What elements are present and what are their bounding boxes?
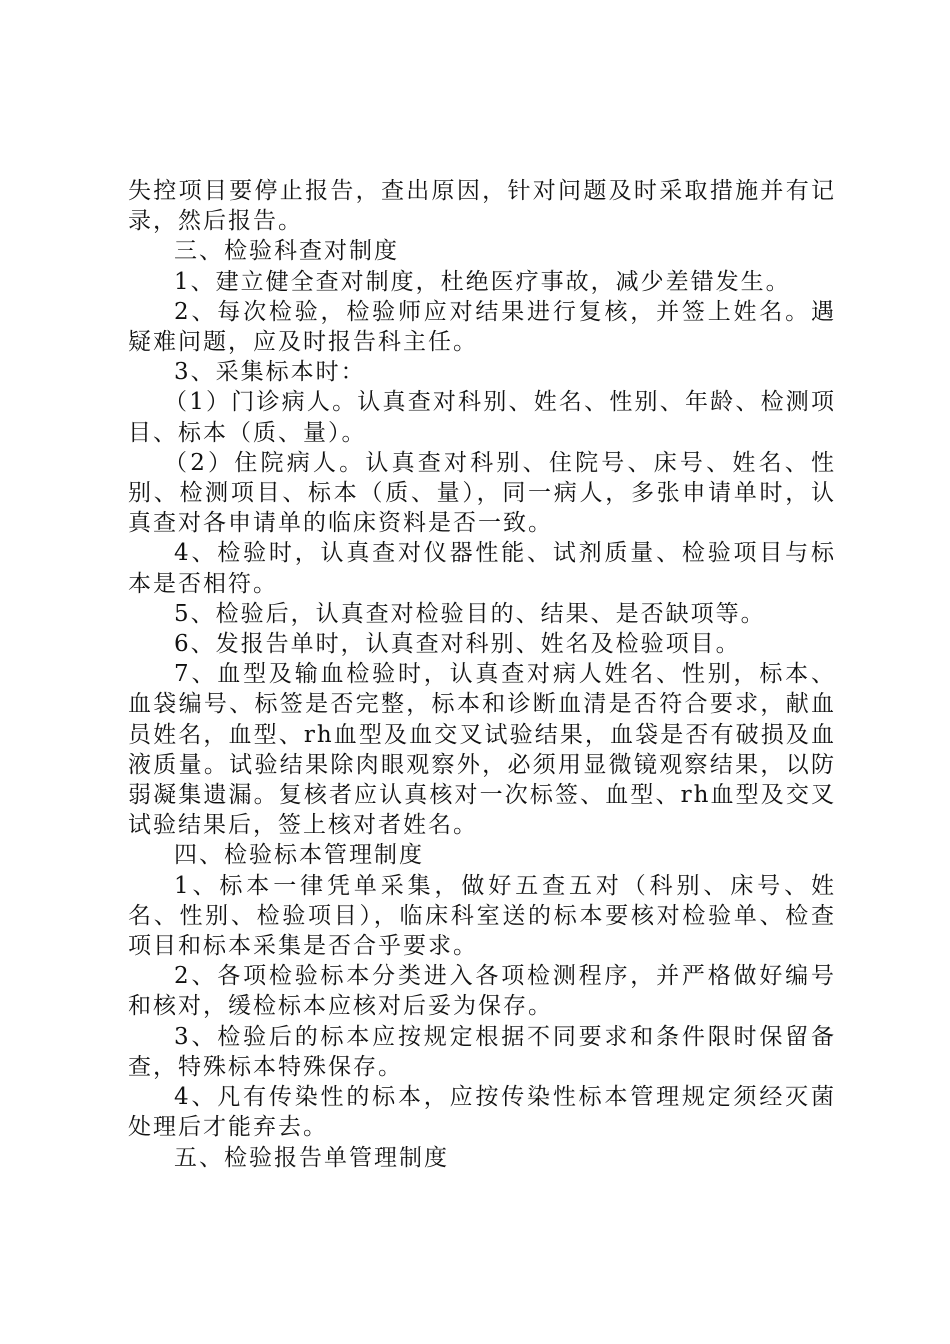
list-item: 3、检验后的标本应按规定根据不同要求和条件限时保留备查，特殊标本特殊保存。 — [128, 1023, 836, 1080]
paragraph-continuation: 失控项目要停止报告，查出原因，针对问题及时采取措施并有记录，然后报告。 — [128, 178, 836, 235]
list-item: 7、血型及输血检验时，认真查对病人姓名、性别，标本、血袋编号、标签是否完整，标本和诊断血清是否符合要求，献血员姓名，血型、rh血型及血交叉试验结果，血袋是否有破损及血液质量。试验结果除肉眼观察外，必须用显微镜观察结果，以防弱凝集遗漏。复核者应认真核对一次标签、血型、rh血型及交叉试验结果后，签上核对者姓名。 — [128, 661, 836, 839]
section-heading-5: 五、检验报告单管理制度 — [174, 1144, 449, 1171]
list-item: 2、各项检验标本分类进入各项检测程序，并严格做好编号和核对，缓检标本应核对后妥为保存。 — [128, 963, 836, 1020]
section-heading-4: 四、检验标本管理制度 — [174, 842, 424, 869]
list-item: 6、发报告单时，认真查对科别、姓名及检验项目。 — [174, 631, 741, 658]
sub-list-item: （2）住院病人。认真查对科别、住院号、床号、姓名、性别、检测项目、标本（质、量），同一病人，多张申请单时，认真查对各申请单的临床资料是否一致。 — [128, 449, 836, 537]
list-item: 1、标本一律凭单采集，做好五查五对（科别、床号、姓名、性别、检验项目），临床科室送的标本要核对检验单、检查项目和标本采集是否合乎要求。 — [128, 872, 836, 960]
list-item: 1、建立健全查对制度，杜绝医疗事故，减少差错发生。 — [174, 268, 791, 295]
list-item: 4、检验时，认真查对仪器性能、试剂质量、检验项目与标本是否相符。 — [128, 540, 836, 597]
list-item: 5、检验后，认真查对检验目的、结果、是否缺项等。 — [174, 600, 766, 627]
list-item: 4、凡有传染性的标本，应按传染性标本管理规定须经灭菌处理后才能弃去。 — [128, 1084, 836, 1141]
section-heading-3: 三、检验科查对制度 — [174, 238, 399, 265]
list-item: 3、采集标本时： — [174, 359, 366, 386]
list-item: 2、每次检验，检验师应对结果进行复核，并签上姓名。遇疑难问题，应及时报告科主任。 — [128, 298, 836, 356]
sub-list-item: （1）门诊病人。认真查对科别、姓名、性别、年龄、检测项目、标本（质、量）。 — [128, 389, 836, 446]
document-body — [128, 176, 836, 1173]
